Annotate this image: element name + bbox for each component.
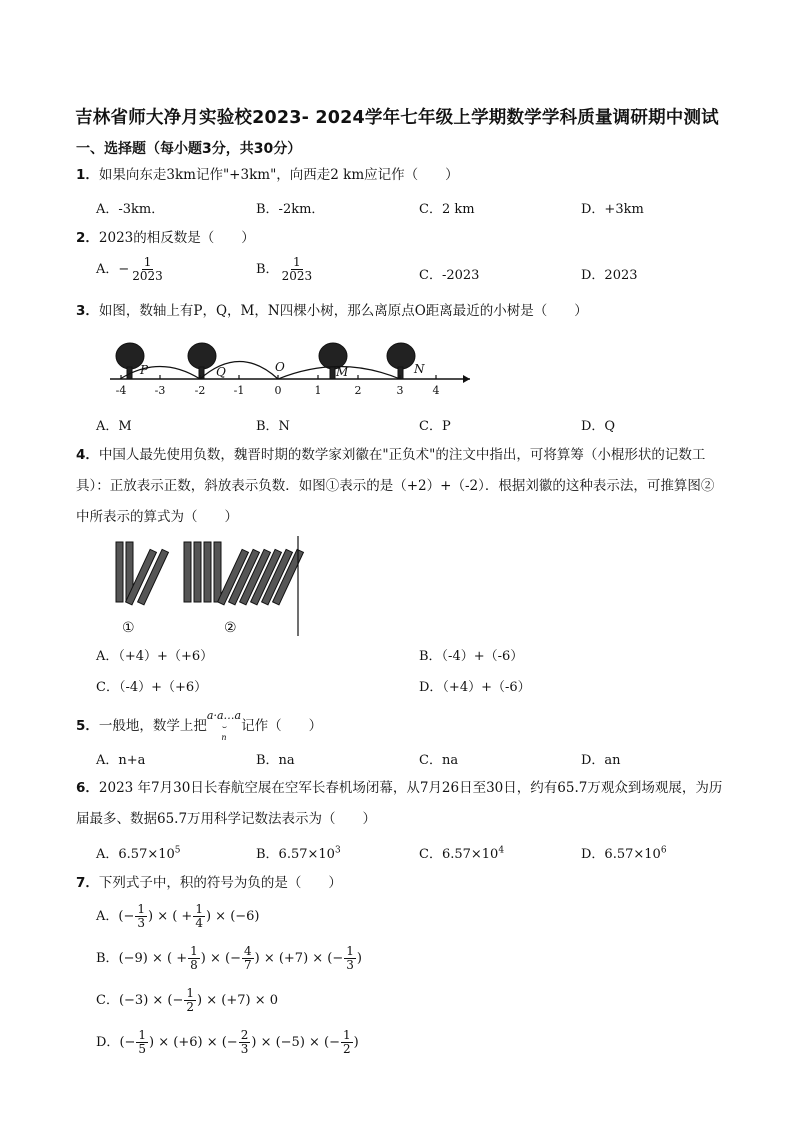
question-text: 下列式子中，积的符号为负的是（ ） [98, 875, 342, 891]
counting-rods-figure [108, 536, 308, 638]
q5-option-d[interactable]: D．an [581, 753, 621, 768]
option-label: A．− [96, 262, 130, 277]
question-number: 3． [76, 303, 99, 319]
question-text-post: 记作（ ） [241, 718, 323, 734]
q6-option-b[interactable]: B．$6.57\times 10^3$ [256, 845, 341, 862]
q5-option-b[interactable]: B．na [256, 753, 295, 768]
q7-option-d[interactable]: D．(− $\frac{1}{5}$ ) × (+6) × (− $\frac{2}{3}$ ) × (−5) × (− $\frac{1}{2}$ ) [96, 1028, 359, 1056]
fraction: $\frac{1}{2023}$ [132, 255, 163, 283]
tree-label: O [275, 360, 285, 374]
question-6 [76, 773, 726, 835]
axis-label: 1 [314, 384, 322, 397]
question-text: 一般地，数学上把 [98, 718, 207, 734]
q6-option-a[interactable]: A．$6.57\times 10^5$ [96, 845, 181, 862]
question-7 [76, 872, 342, 894]
question-number: 4． [76, 447, 99, 463]
q4-option-c[interactable]: C．（-4）+（+6） [96, 680, 208, 695]
q4-option-b[interactable]: B．（-4）+（-6） [419, 649, 524, 664]
tree-label: N [414, 362, 425, 376]
figure-label: ② [224, 620, 237, 636]
q5-option-c[interactable]: C．na [419, 753, 459, 768]
tree-label: Q [216, 365, 226, 379]
q4-option-a[interactable]: A．（+4）+（+6） [96, 649, 214, 664]
rod-upright [214, 542, 221, 602]
q2-option-a[interactable] [96, 256, 166, 283]
tree-label: P [140, 363, 149, 377]
q7-option-a[interactable]: A．(− $\frac{1}{3}$ ) × ( + $\frac{1}{4}$ ) × (−6) [96, 902, 260, 930]
q1-option-d[interactable]: D．+3km [581, 202, 644, 217]
question-5 [76, 710, 322, 743]
question-text: 如图，数轴上有P，Q，M，N四棵小树，那么离原点O距离最近的小树是（ ） [98, 303, 588, 319]
axis-label: 0 [274, 384, 282, 397]
axis-label: 2 [354, 384, 362, 397]
q2-option-b[interactable] [256, 256, 315, 283]
axis-label: -1 [233, 384, 245, 397]
q6-option-c[interactable]: C．$6.57\times 10^4$ [419, 845, 505, 862]
q3-option-a[interactable]: A．M [96, 419, 132, 434]
repeated-product-expression: a·a…a ⌣ n [206, 709, 242, 742]
tree-q-icon [188, 343, 216, 379]
question-text: 2023的相反数是（ ） [98, 230, 255, 246]
axis-label: -2 [194, 384, 206, 397]
axis-arrow-icon [463, 375, 470, 383]
question-text: 2023 年7月30日长春航空展在空军长春机场闭幕，从7月26日至30日，约有65.7万观众到场观展，为历届最多、数据65.7万用科学记数法表示为（ ） [76, 780, 723, 827]
q3-option-b[interactable]: B．N [256, 419, 290, 434]
question-3 [76, 300, 588, 322]
rod-upright [204, 542, 211, 602]
question-1 [76, 164, 459, 186]
question-text: 中国人最先使用负数，魏晋时期的数学家刘徽在"正负术"的注文中指出，可将算筹（小棍形状的记数工具）：正放表示正数，斜放表示负数．如图①表示的是（+2）+（-2）．根据刘徽的这种表示法，可推算图②中所表示的算式为（ ） [76, 447, 715, 525]
question-number: 1． [76, 167, 99, 183]
axis-label: -4 [115, 384, 127, 397]
rod-upright [116, 542, 123, 602]
question-number: 6． [76, 780, 99, 796]
axis-label: 4 [432, 384, 440, 397]
q7-option-b[interactable]: B．(−9) × ( + $\frac{1}{8}$ ) × (− $\frac{4}{7}$ ) × (+7) × (− $\frac{1}{3}$ ) [96, 944, 362, 972]
number-line-figure [100, 334, 480, 400]
q1-option-b[interactable]: B．-2km． [256, 202, 325, 217]
question-2 [76, 227, 255, 249]
question-4 [76, 440, 726, 533]
q4-option-d[interactable]: D．（+4）+（-6） [419, 680, 531, 695]
rod-upright [184, 542, 191, 602]
q1-option-c[interactable]: C．2 km [419, 202, 475, 217]
q2-option-d[interactable]: D．2023 [581, 268, 638, 283]
page-title: 吉林省师大净月实验校2023- 2024学年七年级上学期数学学科质量调研期中测试 [75, 108, 719, 128]
question-number: 5． [76, 718, 99, 734]
axis-label: -3 [154, 384, 166, 397]
tree-n-icon [387, 343, 415, 379]
q7-option-c[interactable]: C．(−3) × (− $\frac{1}{2}$ ) × (+7) × 0 [96, 986, 278, 1014]
q6-option-d[interactable]: D．$6.57\times 10^6$ [581, 845, 667, 862]
tree-label: M [336, 365, 349, 379]
option-label: B． [256, 262, 279, 277]
q5-option-a[interactable]: A．n+a [96, 753, 146, 768]
section-heading: 一、选择题（每小题3分，共30分） [76, 141, 302, 157]
q3-option-d[interactable]: D．Q [581, 419, 616, 434]
question-number: 7． [76, 875, 99, 891]
rod-upright [194, 542, 201, 602]
figure-label: ① [122, 620, 135, 636]
q3-option-c[interactable]: C．P [419, 419, 451, 434]
axis-label: 3 [396, 384, 404, 397]
question-text: 如果向东走3km记作"+3km"，向西走2 km应记作（ ） [98, 167, 459, 183]
q2-option-c[interactable]: C．-2023 [419, 268, 480, 283]
q1-option-a[interactable]: A．-3km． [96, 202, 165, 217]
question-number: 2． [76, 230, 99, 246]
fraction: $\frac{1}{2023}$ [281, 255, 313, 283]
